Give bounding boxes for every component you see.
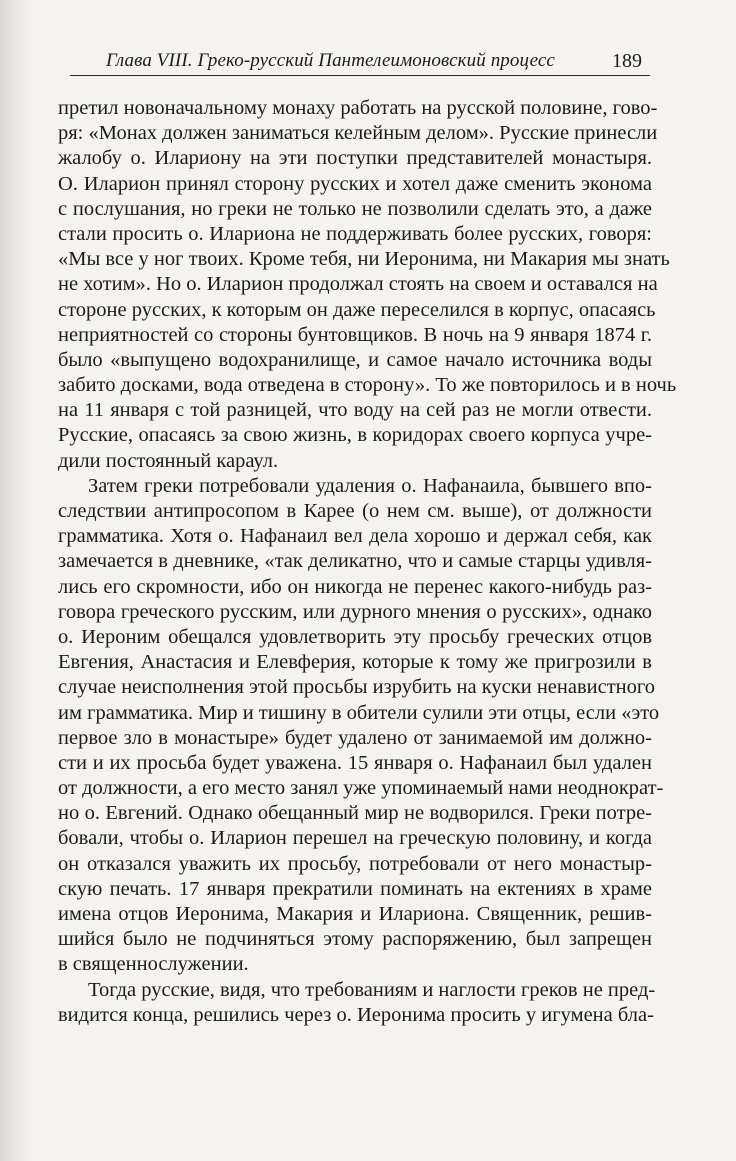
text-line: Русские, опасаясь за свою жизнь, в коридорах своего корпуса учре- [58, 424, 652, 447]
text-line: следствии антипросопом в Карее (о нем см. выше), от должности [58, 500, 652, 522]
text-line: имена отцов Иеронима, Макария и Илариона. Священник, решив- [58, 903, 652, 925]
header-rule [70, 75, 650, 76]
text-line: О. Иларион принял сторону русских и хотел даже сменить эконома [58, 172, 652, 195]
text-line: сти и их просьба будет уважена. 15 января о. Нафанаил был удален [58, 751, 652, 774]
text-line: лись его скромности, ибо он никогда не перенес какого-нибудь раз- [58, 575, 652, 598]
text-line: стали просить о. Илариона не поддерживать более русских, говоря: [58, 222, 652, 245]
body-text [58, 96, 677, 1028]
running-title: Глава VIII. Греко-русский Пантелеимоновский процесс [106, 50, 555, 71]
text-line: он отказался уважить их просьбу, потребовали от него монастыр- [58, 852, 652, 875]
text-line: неприятностей со стороны бунтовщиков. В ночь на 9 января 1874 г. [58, 323, 652, 346]
text-line: им грамматика. Мир и тишину в обители сулили эти отцы, если «это [58, 701, 660, 724]
text-line: претил новоначальному монаху работать на русской половине, гово- [58, 97, 658, 119]
text-line: с послушания, но греки не только не позволили сделать это, а даже [58, 197, 652, 220]
text-line: скую печать. 17 января прекратили поминать на ектениях в храме [58, 877, 652, 900]
text-line: о. Иероним обещался удовлетворить эту просьбу греческих отцов [58, 625, 652, 648]
text-line: шийся было не подчиняться этому распоряжению, был запрещен [58, 928, 652, 951]
text-line: «Мы все у ног твоих. Кроме тебя, ни Иеронима, ни Макария мы знать [58, 248, 670, 271]
text-line: замечается в дневнике, «так деликатно, что и самые старцы удивля- [58, 550, 652, 573]
text-line-paragraph-end: в священнослужении. [58, 953, 249, 976]
text-line-paragraph-start: Тогда русские, видя, что требованиям и наглости греков не пред- [88, 978, 656, 1001]
scan-shadow-edge [0, 0, 34, 1161]
text-line: говора греческого русским, или дурного мнения о русских», однако [58, 600, 652, 623]
text-line: ря: «Монах должен заниматься келейным делом». Русские принесли [58, 122, 658, 145]
text-line: видится конца, решились через о. Иеронима просить у игумена бла- [58, 1003, 654, 1026]
text-line: но о. Евгений. Однако обещанный мир не водворился. Греки потре- [58, 802, 652, 825]
text-line: не хотим». Но о. Иларион продолжал стоять на своем и оставался на [58, 273, 658, 296]
text-line: первое зло в монастыре» будет удалено от занимаемой им должно- [58, 726, 652, 749]
text-line: Евгения, Анастасия и Елевферия, которые к тому же пригрозили в [58, 651, 652, 674]
page-number: 189 [612, 50, 642, 72]
text-line-paragraph-start: Затем греки потребовали удаления о. Нафанаила, бывшего впо- [88, 474, 652, 497]
text-line: бовали, чтобы о. Иларион перешел на греческую половину, и когда [58, 827, 652, 850]
text-line: случае неисполнения этой просьбы изрубить на куски ненавистного [58, 676, 656, 699]
text-line: жалобу о. Илариону на эти поступки представителей монастыря. [58, 147, 652, 170]
text-line: на 11 января с той разницей, что воду на сей раз не могли отвести. [58, 399, 652, 422]
text-line: стороне русских, к которым он даже переселился в корпус, опасаясь [58, 298, 656, 321]
text-line: было «выпущено водохранилище, и самое начало источника воды [58, 348, 652, 371]
text-line: забито досками, вода отведена в сторону». То же повторилось и в ночь [58, 374, 677, 397]
text-line-paragraph-end: дили постоянный караул. [58, 449, 279, 472]
text-line: грамматика. Хотя о. Нафанаил вел дела хорошо и держал себя, как [58, 525, 652, 548]
running-head [70, 48, 650, 80]
text-line: от должности, а его место занял уже упоминаемый нами неоднократ- [58, 777, 664, 800]
